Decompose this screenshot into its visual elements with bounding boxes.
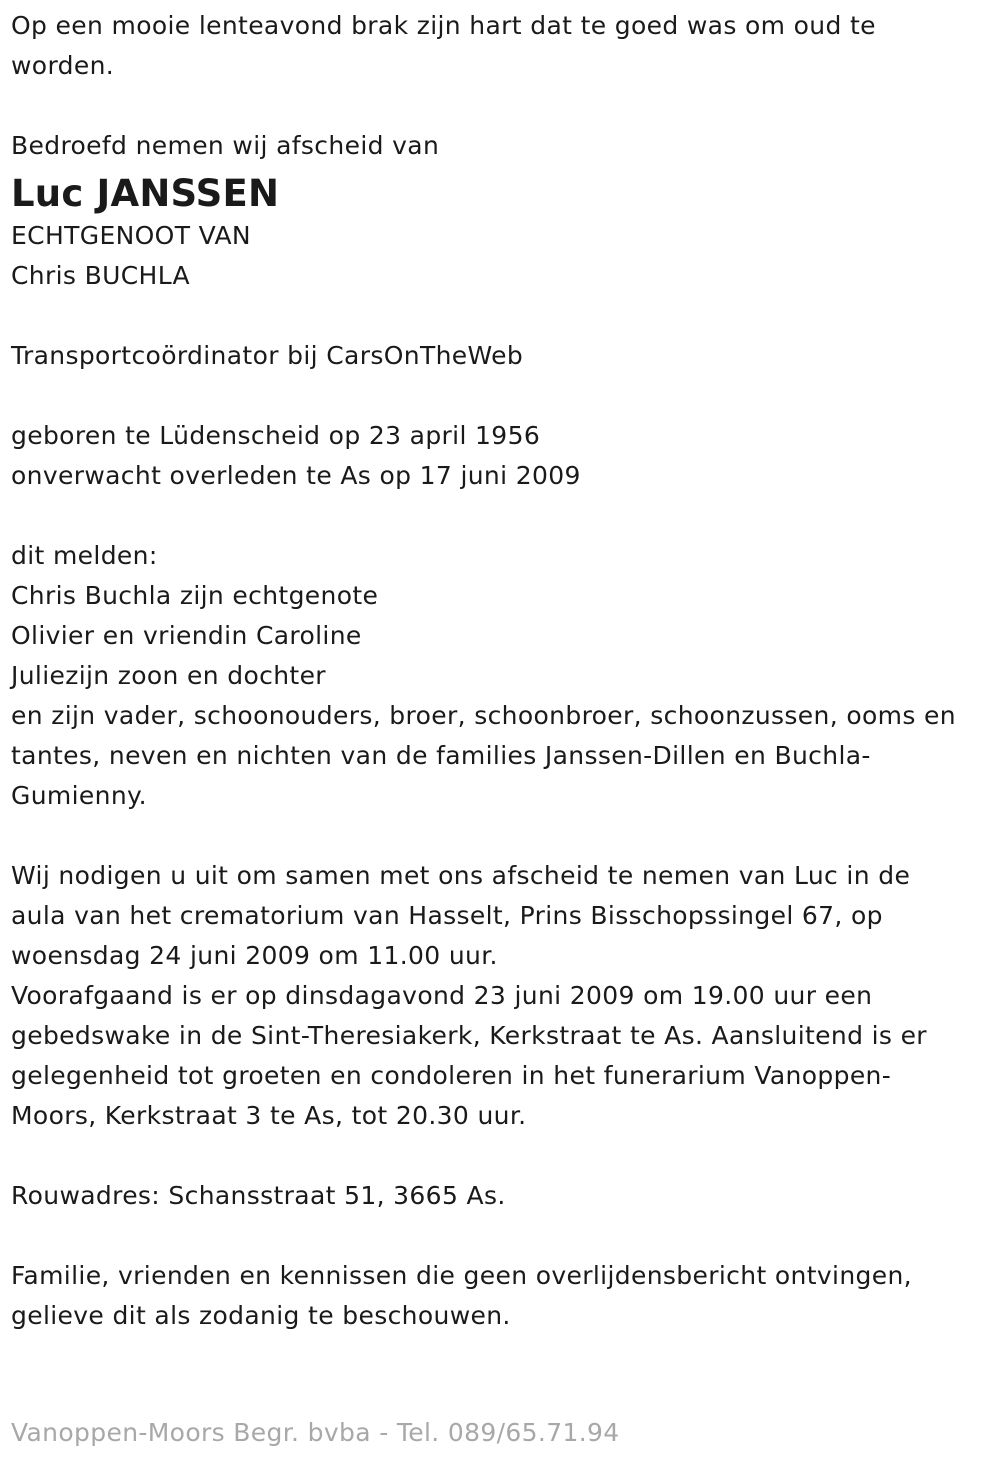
family-line-2: tantes, neven en nichten van de families Janssen-Dillen en Buchla- (11, 741, 871, 770)
closing-paragraph (11, 1256, 1000, 1336)
spacer (11, 86, 1000, 126)
announcer-line: Chris Buchla zijn echtgenote (11, 581, 379, 610)
closing-line-1: Familie, vrienden en kennissen die geen overlijdensbericht ontvingen, (11, 1261, 912, 1290)
spacer (11, 816, 1000, 856)
ceremony-line-2: aula van het crematorium van Hasselt, Prins Bisschopssingel 67, op (11, 901, 883, 930)
family-line-3: Gumienny. (11, 781, 147, 810)
family-line-1: en zijn vader, schoonouders, broer, schoonbroer, schoonzussen, ooms en (11, 701, 956, 730)
spacer (11, 296, 1000, 336)
announcer-line: Olivier en vriendin Caroline (11, 621, 362, 650)
ceremony-line-1: Wij nodigen u uit om samen met ons afscheid te nemen van Luc in de (11, 861, 911, 890)
ceremony-line-7: Moors, Kerkstraat 3 te As, tot 20.30 uur. (11, 1101, 527, 1130)
announcer-line: Juliezijn zoon en dochter (11, 661, 326, 690)
birth-info: geboren te Lüdenscheid op 23 april 1956 (11, 421, 541, 450)
opening-line-2: worden. (11, 51, 115, 80)
spacer (11, 1216, 1000, 1256)
occupation-text: Transportcoördinator bij CarsOnTheWeb (11, 341, 524, 370)
deceased-name: Luc JANSSEN (11, 172, 280, 215)
spacer (11, 496, 1000, 536)
announcers-block (11, 536, 1000, 816)
funeral-home-footer: Vanoppen-Moors Begr. bvba - Tel. 089/65.71.94 (11, 1418, 620, 1447)
ceremony-line-6: gelegenheid tot groeten en condoleren in het funerarium Vanoppen- (11, 1061, 892, 1090)
ceremony-line-3: woensdag 24 juni 2009 om 11.00 uur. (11, 941, 498, 970)
mourning-address: Rouwadres: Schansstraat 51, 3665 As. (11, 1181, 506, 1210)
spacer (11, 376, 1000, 416)
spouse-name: Chris BUCHLA (11, 261, 191, 290)
ceremony-line-5: gebedswake in de Sint-Theresiakerk, Kerkstraat te As. Aansluitend is er (11, 1021, 927, 1050)
intro-text: Bedroefd nemen wij afscheid van (11, 131, 440, 160)
death-info: onverwacht overleden te As op 17 juni 2009 (11, 461, 581, 490)
relation-label: ECHTGENOOT VAN (11, 221, 251, 250)
opening-line-1: Op een mooie lenteavond brak zijn hart dat te goed was om oud te (11, 11, 876, 40)
ceremony-line-4: Voorafgaand is er op dinsdagavond 23 juni 2009 om 19.00 uur een (11, 981, 873, 1010)
spacer (11, 1136, 1000, 1176)
closing-line-2: gelieve dit als zodanig te beschouwen. (11, 1301, 511, 1330)
opening-paragraph (11, 6, 1000, 86)
announcers-heading: dit melden: (11, 541, 158, 570)
ceremony-paragraph (11, 856, 1000, 1136)
